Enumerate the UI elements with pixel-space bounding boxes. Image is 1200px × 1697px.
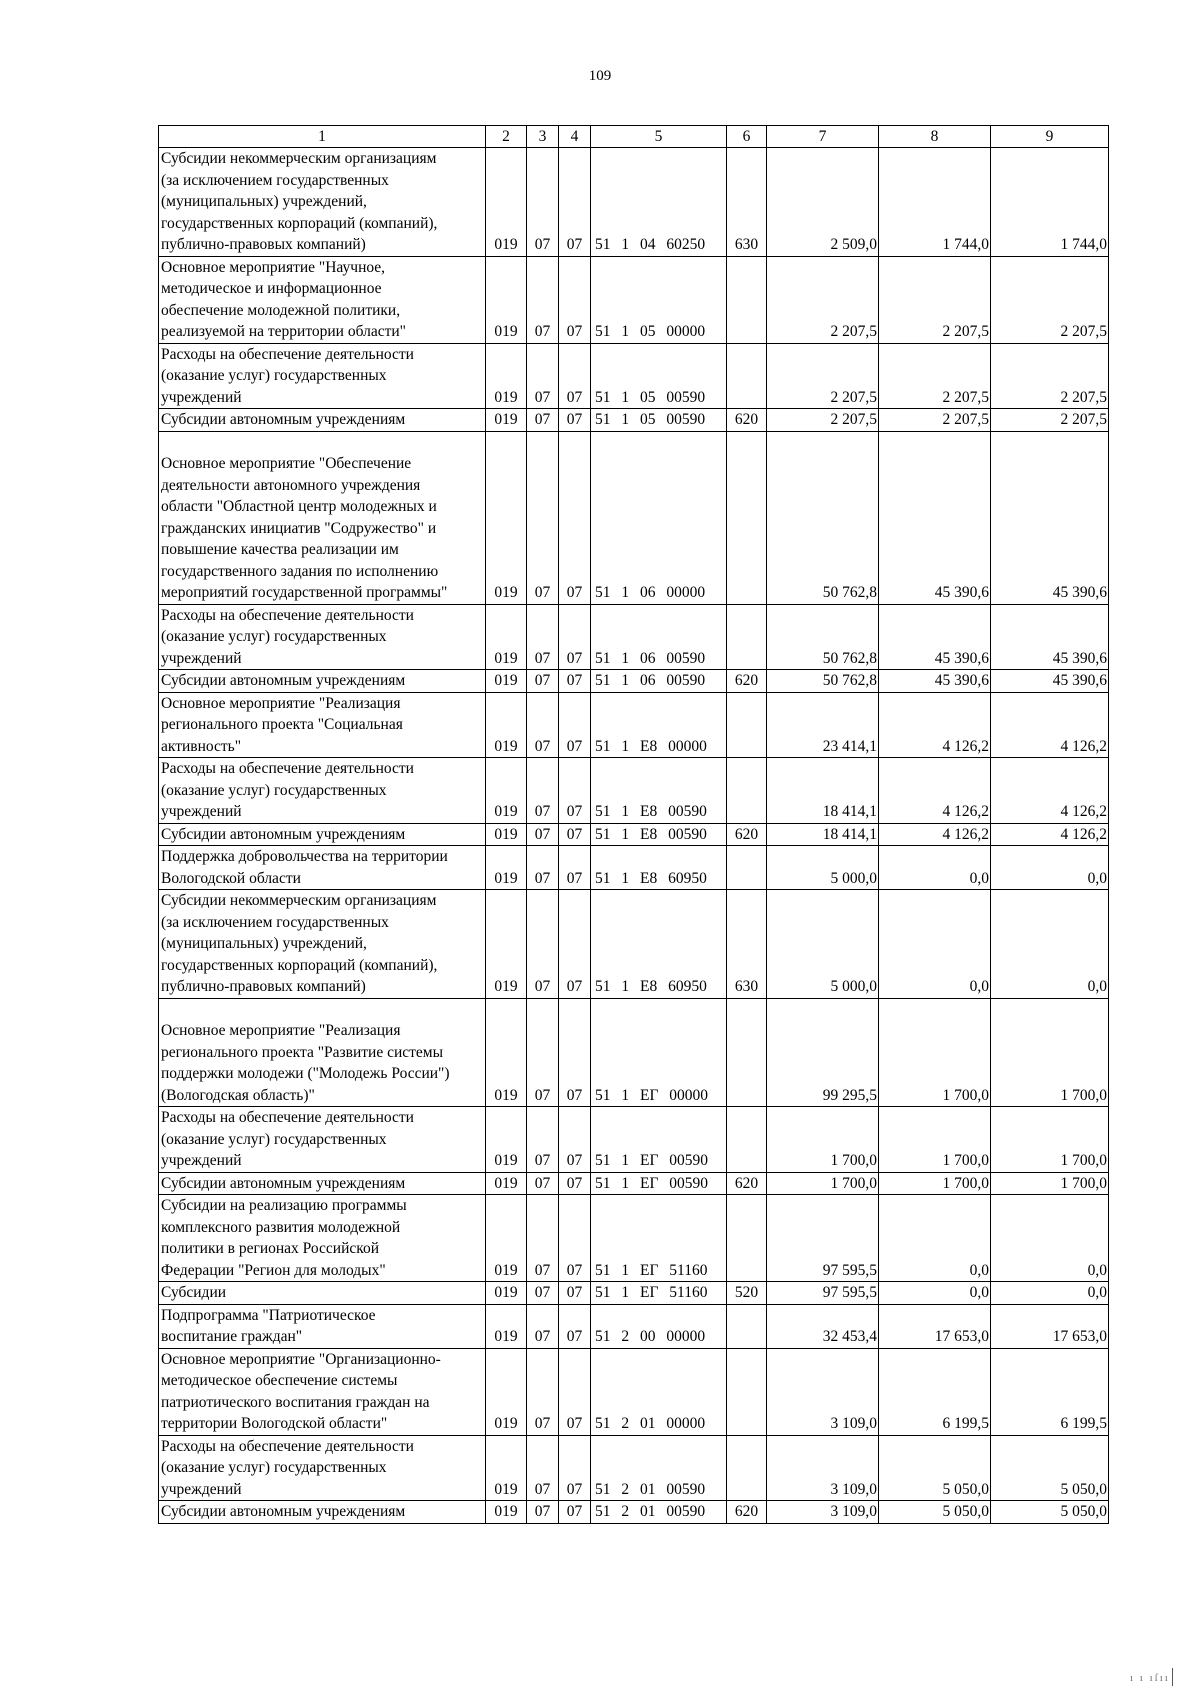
cell-col-6: 620 bbox=[727, 1172, 767, 1195]
row-name: Подпрограмма "Патриотическое воспитание граждан" bbox=[159, 1304, 486, 1348]
cell-col-4: 07 bbox=[559, 1348, 591, 1435]
table-row bbox=[159, 604, 1109, 670]
cell-col-9: 4 126,2 bbox=[991, 758, 1109, 824]
table-row bbox=[159, 890, 1109, 999]
cell-col-8: 5 050,0 bbox=[879, 1435, 991, 1501]
cell-col-6 bbox=[727, 604, 767, 670]
row-name: Расходы на обеспечение деятельности (оказание услуг) государственных учреждений bbox=[159, 1435, 486, 1501]
scan-mark: ı ı ıſıı bbox=[1130, 1672, 1170, 1684]
cell-col-5-code: 51 1 E8 00590 bbox=[591, 823, 727, 846]
row-name: Расходы на обеспечение деятельности (оказание услуг) государственных учреждений bbox=[159, 604, 486, 670]
cell-col-6: 520 bbox=[727, 1282, 767, 1305]
cell-col-9: 0,0 bbox=[991, 846, 1109, 890]
cell-col-9: 1 700,0 bbox=[991, 998, 1109, 1107]
cell-col-9: 0,0 bbox=[991, 890, 1109, 999]
cell-col-6: 630 bbox=[727, 148, 767, 257]
cell-col-4: 07 bbox=[559, 256, 591, 343]
cell-col-2: 019 bbox=[486, 1282, 527, 1305]
cell-col-7: 1 700,0 bbox=[767, 1172, 879, 1195]
cell-col-4: 07 bbox=[559, 1195, 591, 1282]
cell-col-3: 07 bbox=[527, 604, 559, 670]
cell-col-7: 50 762,8 bbox=[767, 431, 879, 604]
cell-col-5-code: 51 2 01 00590 bbox=[591, 1435, 727, 1501]
cell-col-6: 620 bbox=[727, 1501, 767, 1524]
cell-col-8: 45 390,6 bbox=[879, 431, 991, 604]
cell-col-2: 019 bbox=[486, 343, 527, 409]
cell-col-4: 07 bbox=[559, 998, 591, 1107]
cell-col-4: 07 bbox=[559, 1107, 591, 1173]
table-row bbox=[159, 409, 1109, 432]
table-row bbox=[159, 1348, 1109, 1435]
header-cell-2: 2 bbox=[486, 126, 527, 148]
cell-col-8: 1 700,0 bbox=[879, 1107, 991, 1173]
cell-col-2: 019 bbox=[486, 1435, 527, 1501]
cell-col-3: 07 bbox=[527, 846, 559, 890]
cell-col-7: 3 109,0 bbox=[767, 1435, 879, 1501]
row-name: Основное мероприятие "Реализация регионального проекта "Развитие системы поддержки молодежи ("Молодежь России") (Вологодская область)" bbox=[159, 998, 486, 1107]
cell-col-9: 45 390,6 bbox=[991, 670, 1109, 693]
row-name: Расходы на обеспечение деятельности (оказание услуг) государственных учреждений bbox=[159, 1107, 486, 1173]
cell-col-4: 07 bbox=[559, 1282, 591, 1305]
cell-col-4: 07 bbox=[559, 409, 591, 432]
cell-col-9: 4 126,2 bbox=[991, 823, 1109, 846]
cell-col-5-code: 51 1 E8 60950 bbox=[591, 890, 727, 999]
cell-col-7: 99 295,5 bbox=[767, 998, 879, 1107]
table-row bbox=[159, 670, 1109, 693]
cell-col-4: 07 bbox=[559, 670, 591, 693]
cell-col-7: 2 207,5 bbox=[767, 343, 879, 409]
cell-col-7: 23 414,1 bbox=[767, 692, 879, 758]
header-cell-1: 1 bbox=[159, 126, 486, 148]
cell-col-3: 07 bbox=[527, 1195, 559, 1282]
cell-col-9: 4 126,2 bbox=[991, 692, 1109, 758]
cell-col-4: 07 bbox=[559, 1172, 591, 1195]
table-row bbox=[159, 1304, 1109, 1348]
row-name: Основное мероприятие "Научное, методическое и информационное обеспечение молодежной политики, реализуемой на территории области" bbox=[159, 256, 486, 343]
cell-col-2: 019 bbox=[486, 604, 527, 670]
cell-col-3: 07 bbox=[527, 1172, 559, 1195]
table-row bbox=[159, 1195, 1109, 1282]
cell-col-8: 0,0 bbox=[879, 890, 991, 999]
cell-col-8: 1 744,0 bbox=[879, 148, 991, 257]
table-row bbox=[159, 846, 1109, 890]
cell-col-3: 07 bbox=[527, 758, 559, 824]
cell-col-5-code: 51 2 01 00590 bbox=[591, 1501, 727, 1524]
cell-col-5-code: 51 1 05 00590 bbox=[591, 409, 727, 432]
cell-col-2: 019 bbox=[486, 256, 527, 343]
cell-col-6 bbox=[727, 692, 767, 758]
row-name: Субсидии автономным учреждениям bbox=[159, 1172, 486, 1195]
cell-col-3: 07 bbox=[527, 1501, 559, 1524]
cell-col-5-code: 51 1 ЕГ 51160 bbox=[591, 1195, 727, 1282]
cell-col-3: 07 bbox=[527, 431, 559, 604]
cell-col-5-code: 51 1 ЕГ 51160 bbox=[591, 1282, 727, 1305]
cell-col-7: 2 207,5 bbox=[767, 409, 879, 432]
cell-col-2: 019 bbox=[486, 758, 527, 824]
cell-col-3: 07 bbox=[527, 823, 559, 846]
cell-col-2: 019 bbox=[486, 1195, 527, 1282]
cell-col-7: 32 453,4 bbox=[767, 1304, 879, 1348]
cell-col-8: 0,0 bbox=[879, 846, 991, 890]
cell-col-2: 019 bbox=[486, 1304, 527, 1348]
cell-col-6 bbox=[727, 758, 767, 824]
cell-col-3: 07 bbox=[527, 343, 559, 409]
cell-col-7: 5 000,0 bbox=[767, 890, 879, 999]
cell-col-8: 2 207,5 bbox=[879, 256, 991, 343]
cell-col-8: 4 126,2 bbox=[879, 758, 991, 824]
header-cell-9: 9 bbox=[991, 126, 1109, 148]
cell-col-6 bbox=[727, 1107, 767, 1173]
cell-col-9: 1 700,0 bbox=[991, 1172, 1109, 1195]
cell-col-2: 019 bbox=[486, 692, 527, 758]
cell-col-2: 019 bbox=[486, 890, 527, 999]
cell-col-3: 07 bbox=[527, 692, 559, 758]
cell-col-9: 2 207,5 bbox=[991, 409, 1109, 432]
cell-col-2: 019 bbox=[486, 431, 527, 604]
cell-col-6 bbox=[727, 1195, 767, 1282]
cell-col-9: 2 207,5 bbox=[991, 256, 1109, 343]
header-cell-5: 5 bbox=[591, 126, 727, 148]
table-body bbox=[159, 148, 1109, 1524]
cell-col-7: 18 414,1 bbox=[767, 823, 879, 846]
cell-col-6 bbox=[727, 998, 767, 1107]
page-number: 109 bbox=[588, 68, 612, 84]
table-row bbox=[159, 758, 1109, 824]
table-row bbox=[159, 1172, 1109, 1195]
cell-col-7: 5 000,0 bbox=[767, 846, 879, 890]
cell-col-8: 6 199,5 bbox=[879, 1348, 991, 1435]
cell-col-8: 4 126,2 bbox=[879, 823, 991, 846]
cell-col-4: 07 bbox=[559, 1501, 591, 1524]
cell-col-4: 07 bbox=[559, 1304, 591, 1348]
cell-col-9: 1 700,0 bbox=[991, 1107, 1109, 1173]
cell-col-5-code: 51 1 E8 60950 bbox=[591, 846, 727, 890]
cell-col-6 bbox=[727, 1304, 767, 1348]
row-name: Основное мероприятие "Организационно- методическое обеспечение системы патриотического воспитания граждан на территории Вологодской области" bbox=[159, 1348, 486, 1435]
cell-col-4: 07 bbox=[559, 148, 591, 257]
cell-col-8: 2 207,5 bbox=[879, 343, 991, 409]
cell-col-2: 019 bbox=[486, 670, 527, 693]
cell-col-6: 620 bbox=[727, 670, 767, 693]
row-name: Субсидии некоммерческим организациям (за исключением государственных (муниципальных) учреждений, государственных корпораций (компаний), публично-правовых компаний) bbox=[159, 890, 486, 999]
table-row bbox=[159, 823, 1109, 846]
cell-col-5-code: 51 1 06 00590 bbox=[591, 604, 727, 670]
cell-col-2: 019 bbox=[486, 148, 527, 257]
table-row bbox=[159, 256, 1109, 343]
row-name: Субсидии автономным учреждениям bbox=[159, 823, 486, 846]
cell-col-7: 18 414,1 bbox=[767, 758, 879, 824]
header-cell-7: 7 bbox=[767, 126, 879, 148]
cell-col-6 bbox=[727, 1435, 767, 1501]
cell-col-2: 019 bbox=[486, 1107, 527, 1173]
table-row bbox=[159, 148, 1109, 257]
cell-col-6: 620 bbox=[727, 823, 767, 846]
cell-col-3: 07 bbox=[527, 1435, 559, 1501]
cell-col-6 bbox=[727, 431, 767, 604]
cell-col-9: 6 199,5 bbox=[991, 1348, 1109, 1435]
cell-col-9: 0,0 bbox=[991, 1195, 1109, 1282]
cell-col-9: 0,0 bbox=[991, 1282, 1109, 1305]
cell-col-4: 07 bbox=[559, 431, 591, 604]
cell-col-5-code: 51 1 ЕГ 00000 bbox=[591, 998, 727, 1107]
cell-col-5-code: 51 1 E8 00000 bbox=[591, 692, 727, 758]
header-row bbox=[159, 126, 1109, 148]
row-name: Субсидии автономным учреждениям bbox=[159, 409, 486, 432]
table-row bbox=[159, 1107, 1109, 1173]
cell-col-3: 07 bbox=[527, 998, 559, 1107]
cell-col-3: 07 bbox=[527, 1282, 559, 1305]
cell-col-5-code: 51 1 E8 00590 bbox=[591, 758, 727, 824]
table-row bbox=[159, 1501, 1109, 1524]
cell-col-4: 07 bbox=[559, 604, 591, 670]
cell-col-8: 2 207,5 bbox=[879, 409, 991, 432]
cell-col-5-code: 51 2 00 00000 bbox=[591, 1304, 727, 1348]
cell-col-3: 07 bbox=[527, 890, 559, 999]
cell-col-5-code: 51 1 05 00000 bbox=[591, 256, 727, 343]
row-name: Субсидии на реализацию программы комплексного развития молодежной политики в регионах Российской Федерации "Регион для молодых" bbox=[159, 1195, 486, 1282]
scan-mark-bar bbox=[1172, 1668, 1173, 1686]
cell-col-9: 45 390,6 bbox=[991, 604, 1109, 670]
cell-col-4: 07 bbox=[559, 1435, 591, 1501]
cell-col-3: 07 bbox=[527, 256, 559, 343]
cell-col-5-code: 51 2 01 00000 bbox=[591, 1348, 727, 1435]
cell-col-7: 97 595,5 bbox=[767, 1195, 879, 1282]
cell-col-9: 1 744,0 bbox=[991, 148, 1109, 257]
row-name: Субсидии автономным учреждениям bbox=[159, 670, 486, 693]
cell-col-4: 07 bbox=[559, 758, 591, 824]
cell-col-4: 07 bbox=[559, 692, 591, 758]
table-row bbox=[159, 1282, 1109, 1305]
cell-col-8: 0,0 bbox=[879, 1282, 991, 1305]
cell-col-9: 5 050,0 bbox=[991, 1501, 1109, 1524]
cell-col-3: 07 bbox=[527, 670, 559, 693]
cell-col-7: 50 762,8 bbox=[767, 670, 879, 693]
cell-col-2: 019 bbox=[486, 409, 527, 432]
cell-col-5-code: 51 1 ЕГ 00590 bbox=[591, 1107, 727, 1173]
cell-col-5-code: 51 1 04 60250 bbox=[591, 148, 727, 257]
cell-col-2: 019 bbox=[486, 1172, 527, 1195]
cell-col-2: 019 bbox=[486, 1501, 527, 1524]
cell-col-4: 07 bbox=[559, 343, 591, 409]
row-name: Субсидии некоммерческим организациям (за исключением государственных (муниципальных) учреждений, государственных корпораций (компаний), публично-правовых компаний) bbox=[159, 148, 486, 257]
row-name: Основное мероприятие "Обеспечение деятельности автономного учреждения области "Областной центр молодежных и гражданских инициатив "Содружество" и повышение качества реализации им государственного задания по исполнению мероприятий государственной программы" bbox=[159, 431, 486, 604]
cell-col-5-code: 51 1 ЕГ 00590 bbox=[591, 1172, 727, 1195]
cell-col-6 bbox=[727, 846, 767, 890]
cell-col-8: 45 390,6 bbox=[879, 670, 991, 693]
cell-col-7: 3 109,0 bbox=[767, 1348, 879, 1435]
cell-col-2: 019 bbox=[486, 1348, 527, 1435]
cell-col-4: 07 bbox=[559, 890, 591, 999]
table-row bbox=[159, 431, 1109, 604]
cell-col-7: 97 595,5 bbox=[767, 1282, 879, 1305]
cell-col-3: 07 bbox=[527, 148, 559, 257]
cell-col-7: 3 109,0 bbox=[767, 1501, 879, 1524]
cell-col-8: 0,0 bbox=[879, 1195, 991, 1282]
cell-col-2: 019 bbox=[486, 823, 527, 846]
cell-col-7: 50 762,8 bbox=[767, 604, 879, 670]
cell-col-4: 07 bbox=[559, 846, 591, 890]
cell-col-6 bbox=[727, 343, 767, 409]
cell-col-3: 07 bbox=[527, 1348, 559, 1435]
cell-col-8: 1 700,0 bbox=[879, 998, 991, 1107]
header-cell-3: 3 bbox=[527, 126, 559, 148]
budget-table bbox=[158, 125, 1109, 1524]
row-name: Расходы на обеспечение деятельности (оказание услуг) государственных учреждений bbox=[159, 343, 486, 409]
header-cell-4: 4 bbox=[559, 126, 591, 148]
cell-col-2: 019 bbox=[486, 846, 527, 890]
cell-col-4: 07 bbox=[559, 823, 591, 846]
cell-col-8: 4 126,2 bbox=[879, 692, 991, 758]
cell-col-7: 2 207,5 bbox=[767, 256, 879, 343]
table-row bbox=[159, 692, 1109, 758]
cell-col-9: 2 207,5 bbox=[991, 343, 1109, 409]
header-cell-6: 6 bbox=[727, 126, 767, 148]
cell-col-7: 1 700,0 bbox=[767, 1107, 879, 1173]
cell-col-8: 17 653,0 bbox=[879, 1304, 991, 1348]
cell-col-2: 019 bbox=[486, 998, 527, 1107]
cell-col-9: 5 050,0 bbox=[991, 1435, 1109, 1501]
cell-col-6 bbox=[727, 256, 767, 343]
table-row bbox=[159, 1435, 1109, 1501]
cell-col-5-code: 51 1 05 00590 bbox=[591, 343, 727, 409]
cell-col-6: 630 bbox=[727, 890, 767, 999]
cell-col-3: 07 bbox=[527, 1107, 559, 1173]
row-name: Субсидии bbox=[159, 1282, 486, 1305]
table-row bbox=[159, 343, 1109, 409]
cell-col-6: 620 bbox=[727, 409, 767, 432]
table-row bbox=[159, 998, 1109, 1107]
cell-col-6 bbox=[727, 1348, 767, 1435]
row-name: Расходы на обеспечение деятельности (оказание услуг) государственных учреждений bbox=[159, 758, 486, 824]
cell-col-3: 07 bbox=[527, 409, 559, 432]
row-name: Субсидии автономным учреждениям bbox=[159, 1501, 486, 1524]
cell-col-8: 5 050,0 bbox=[879, 1501, 991, 1524]
cell-col-8: 1 700,0 bbox=[879, 1172, 991, 1195]
row-name: Основное мероприятие "Реализация регионального проекта "Социальная активность" bbox=[159, 692, 486, 758]
cell-col-5-code: 51 1 06 00590 bbox=[591, 670, 727, 693]
cell-col-7: 2 509,0 bbox=[767, 148, 879, 257]
cell-col-9: 45 390,6 bbox=[991, 431, 1109, 604]
cell-col-9: 17 653,0 bbox=[991, 1304, 1109, 1348]
cell-col-3: 07 bbox=[527, 1304, 559, 1348]
cell-col-8: 45 390,6 bbox=[879, 604, 991, 670]
row-name: Поддержка добровольчества на территории Вологодской области bbox=[159, 846, 486, 890]
cell-col-5-code: 51 1 06 00000 bbox=[591, 431, 727, 604]
header-cell-8: 8 bbox=[879, 126, 991, 148]
